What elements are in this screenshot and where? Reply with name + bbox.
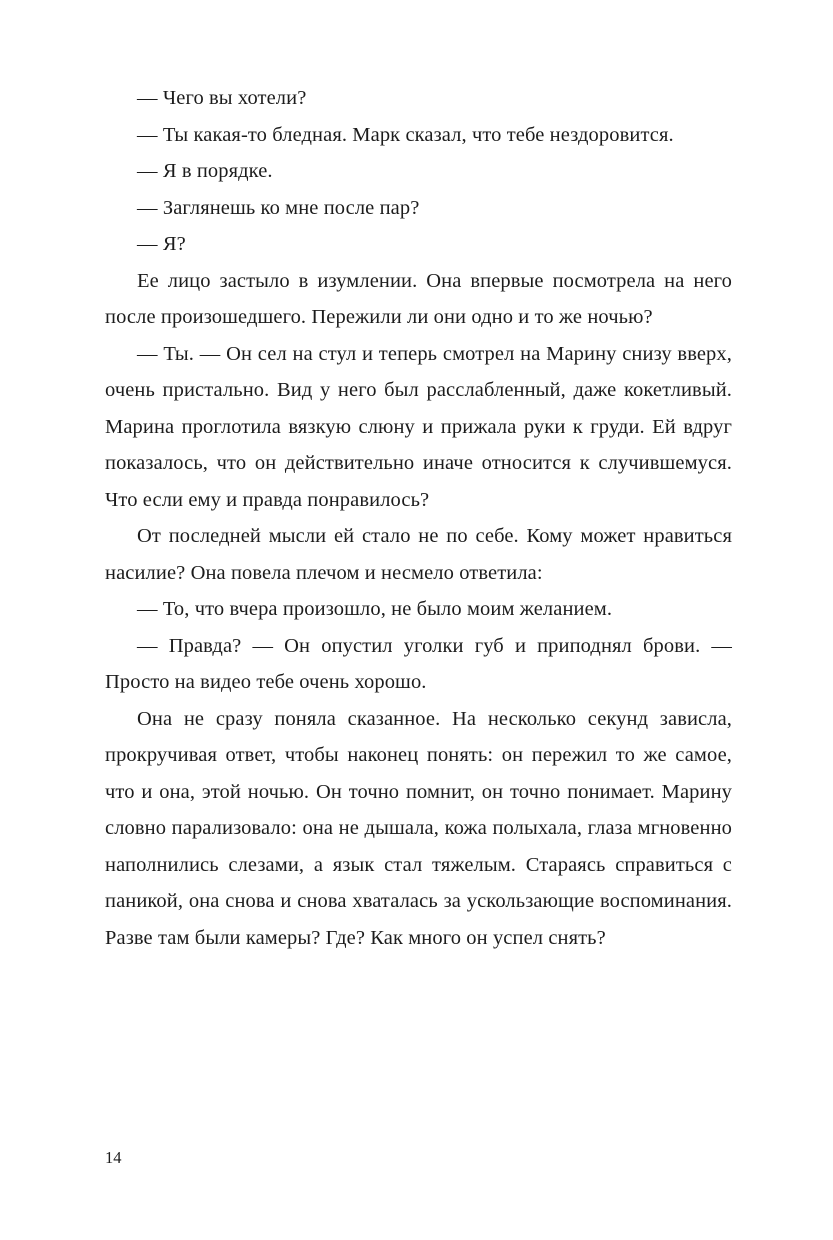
paragraph: — То, что вчера произошло, не было моим желанием.	[137, 598, 613, 620]
paragraph: — Я в порядке.	[137, 160, 273, 182]
paragraph: — Чего вы хотели?	[137, 87, 307, 109]
paragraph: — Я?	[137, 233, 186, 255]
paragraph: — Заглянешь ко мне после пар?	[137, 196, 420, 219]
paragraph: Она не сразу поняла сказанное. На несколько секунд зависла, прокручивая ответ, чтобы наконец понять: он пережил то же самое, что и она, этой ночью. Он точно помнит, он точно понимает. Марину словно парализовало: она не дышала, кожа полыхала, глаза мгновенно наполнились слезами, а язык стал тяжелым. Стараясь справиться с паникой, она снова и снова хваталась за ускользающие воспоминания. Разве там были камеры? Где? Как много он успел снять?	[105, 707, 732, 949]
page-text-block	[105, 80, 732, 956]
paragraph: — Правда? — Он опустил уголки губ и приподнял брови. — Просто на видео тебе очень хорошо.	[105, 634, 732, 693]
paragraph: — Ты. — Он сел на стул и теперь смотрел на Марину снизу вверх, очень пристально. Вид у него был расслабленный, даже кокетливый. Марина проглотила вязкую слюну и прижала руки к груди. Ей вдруг показалось, что он действительно иначе относится к случившемуся. Что если ему и правда понравилось?	[105, 342, 732, 511]
paragraph: От последней мысли ей стало не по себе. Кому может нравиться насилие? Она повела плечом и несмело ответила:	[105, 525, 732, 584]
paragraph: Ее лицо застыло в изумлении. Она впервые посмотрела на него после произошедшего. Пережили ли они одно и то же ночью?	[105, 269, 732, 328]
paragraph: — Ты какая-то бледная. Марк сказал, что тебе нездоровится.	[137, 123, 674, 146]
page-number: 14	[105, 1148, 122, 1167]
